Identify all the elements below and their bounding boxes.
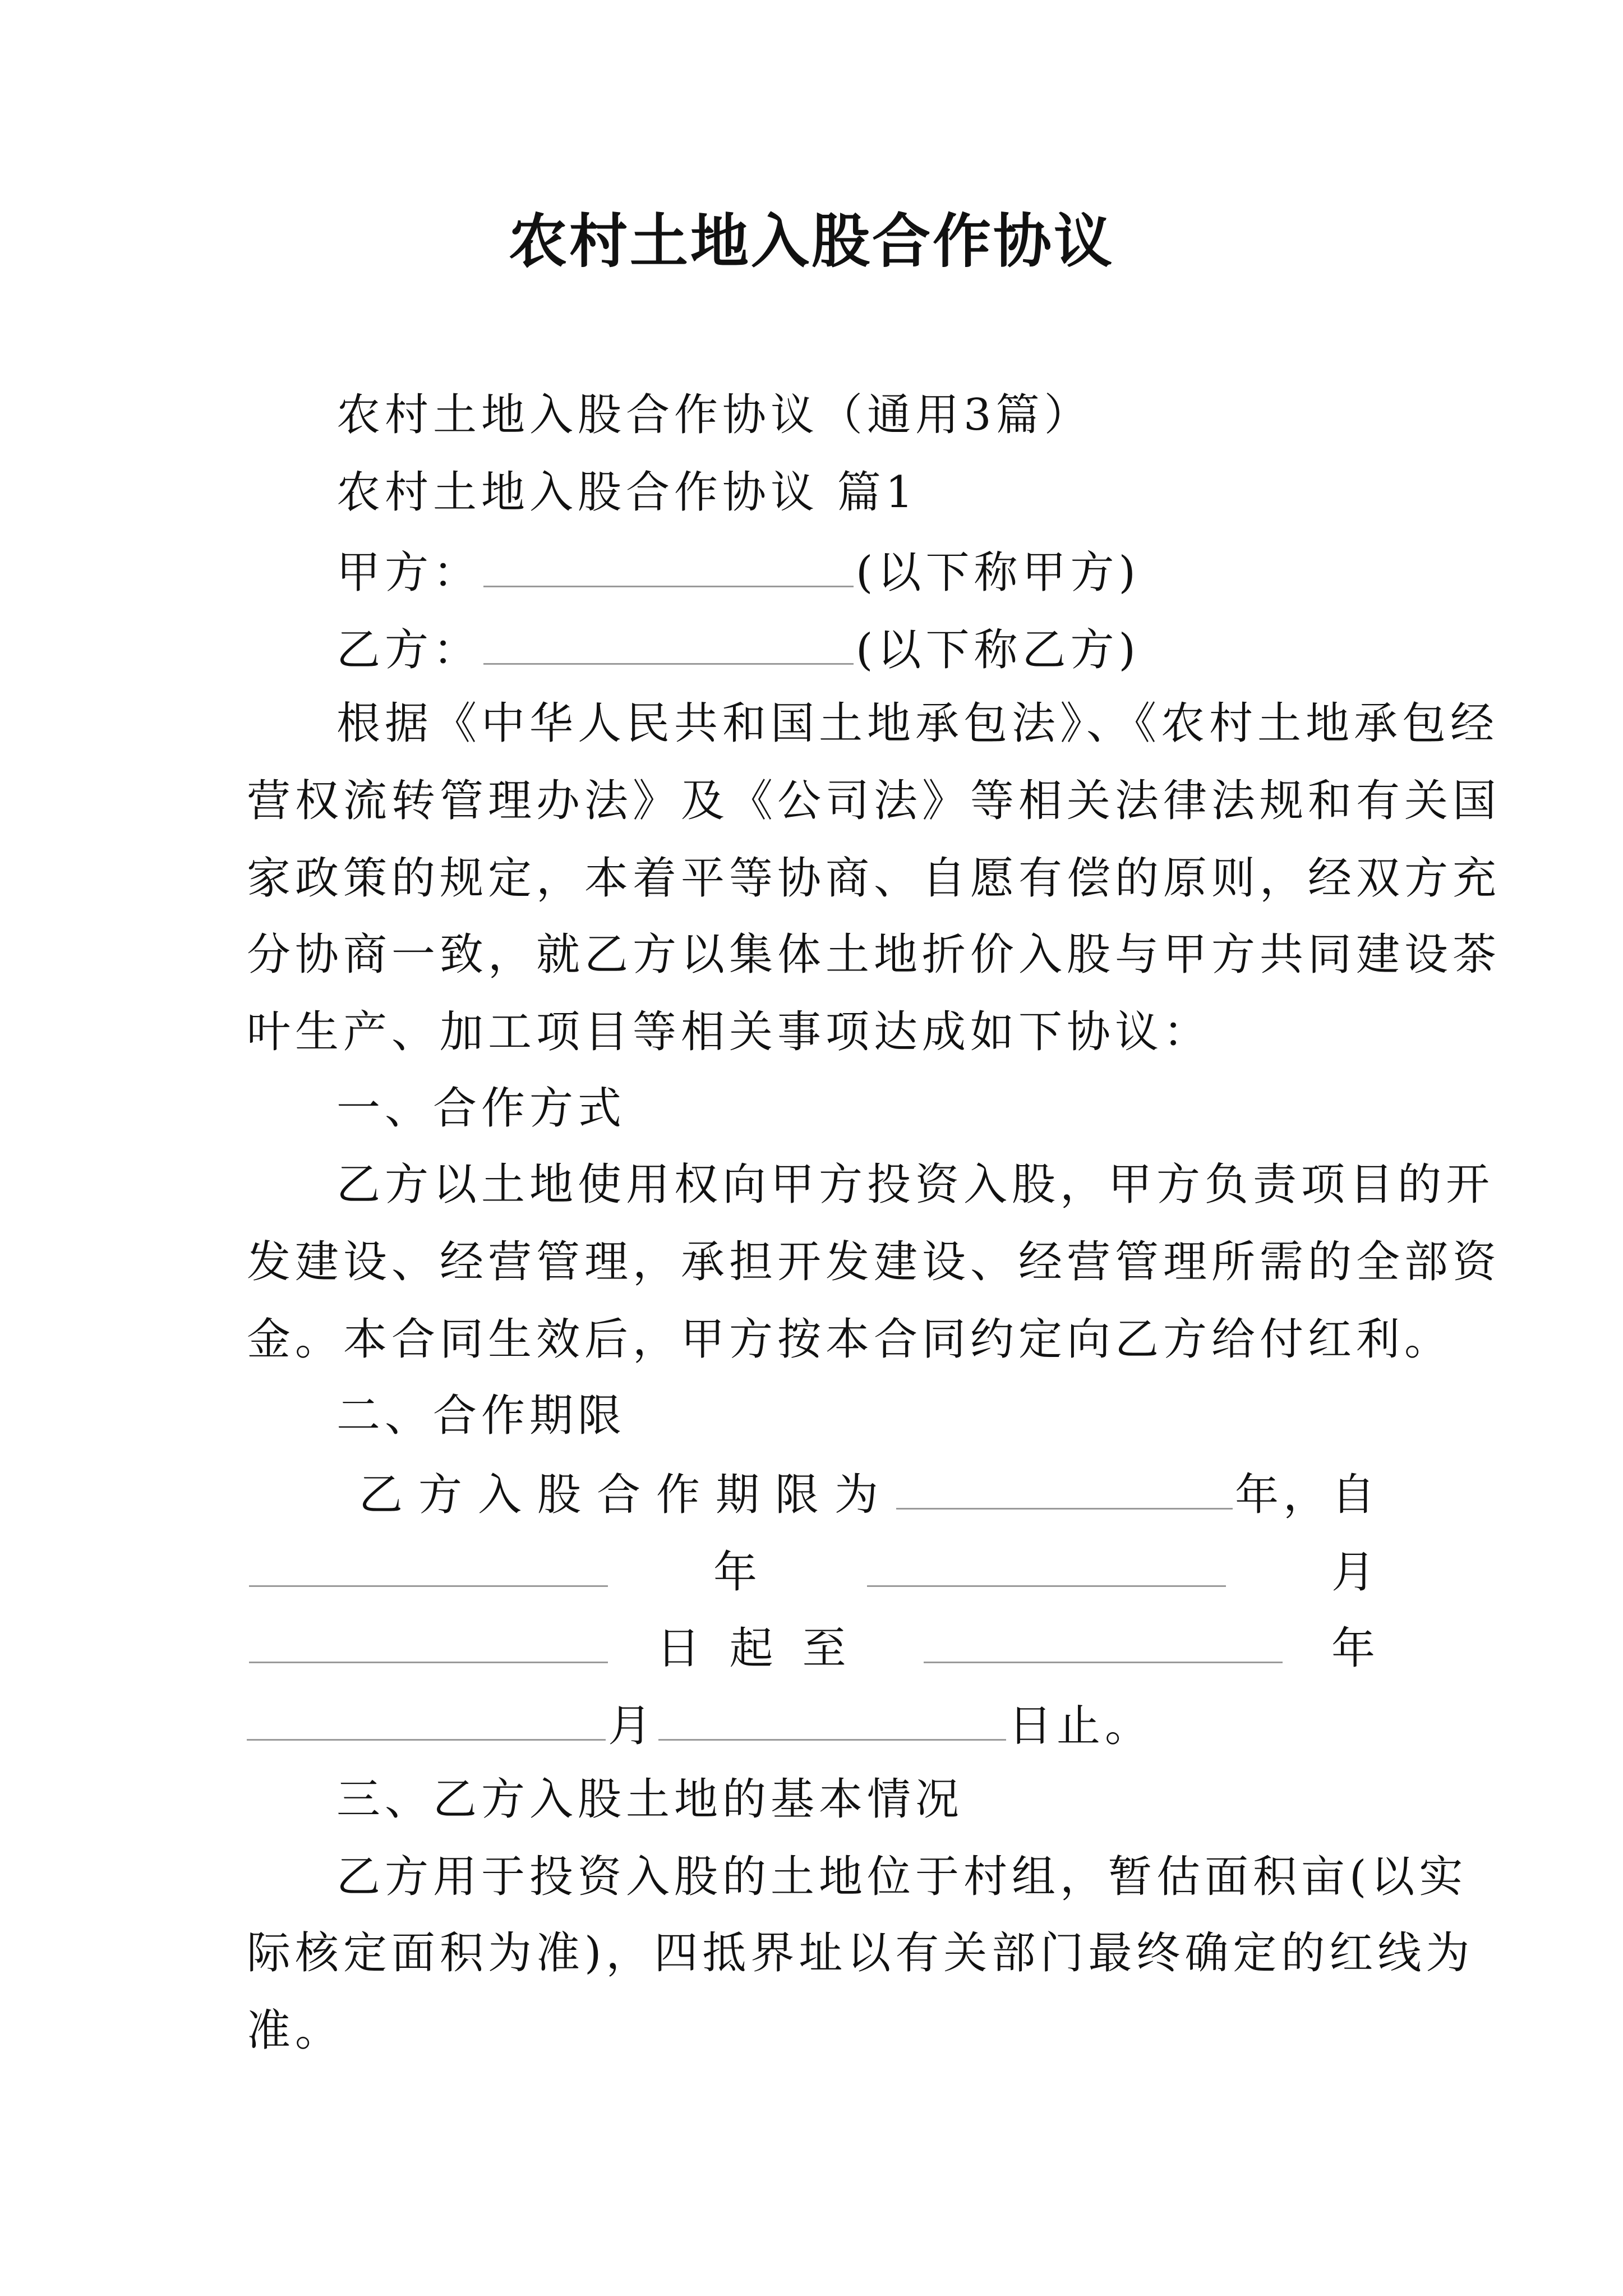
end-ri: 日止。 [1008,1701,1154,1751]
term-line-2 [247,1542,1380,1600]
intro-line: 分协商一致，就乙方以集体土地折价入股与甲方共同建设茶 [247,930,1501,980]
term-years-blank [896,1464,1233,1510]
piece-heading: 农村土地入股合作协议 篇1 [336,467,918,518]
intro-line: 根据《中华人民共和国土地承包法》、《农村土地承包经 [336,698,1499,749]
end-day-blank [658,1695,1006,1741]
intro-line: 营权流转管理办法》及《公司法》等相关法律法规和有关国 [247,776,1501,826]
section3-line: 乙方用于投资入股的土地位于村组，暂估面积亩(以实 [336,1852,1468,1902]
end-month-blank [247,1695,606,1741]
section-heading-1: 一、合作方式 [336,1083,626,1134]
party-a-line [336,542,1380,601]
term-text: 乙方入股合作期限为 [359,1470,895,1520]
party-b-label: 乙方： [336,625,482,675]
party-b-blank [483,619,854,665]
section3-line: 际核定面积为准)，四抵界址以有关部门最终确定的红线为 [247,1928,1474,1978]
party-b-line [336,619,1380,678]
term-line-4 [247,1695,1380,1754]
document-title: 农村土地入股合作协议 [508,206,1114,275]
start-day-blank [249,1618,608,1663]
term-line-3 [247,1618,1380,1677]
party-a-label: 甲方： [336,547,482,598]
start-month-blank [867,1542,1226,1587]
end-yue: 月 [608,1701,657,1751]
document-subtitle: 农村土地入股合作协议（通用3篇） [336,390,1092,440]
section1-line: 发建设、经营管理，承担开发建设、经营管理所需的全部资 [247,1237,1501,1287]
ri-qi-zhi: 日起至 [656,1623,875,1674]
start-year-blank [249,1542,608,1587]
start-yue: 月 [1331,1547,1380,1598]
end-nian: 年 [1331,1623,1380,1674]
term-nian: 年 [1234,1470,1283,1520]
term-from: ，自 [1283,1470,1380,1520]
section-heading-2: 二、合作期限 [336,1391,626,1441]
section-heading-3: 三、乙方入股土地的基本情况 [336,1774,964,1825]
section1-line: 金。本合同生效后，甲方按本合同约定向乙方给付红利。 [247,1314,1453,1365]
party-b-suffix: (以下称乙方) [856,625,1140,675]
intro-line: 家政策的规定，本着平等协商、自愿有偿的原则，经双方充 [247,853,1501,904]
end-year-blank [924,1618,1283,1663]
section1-line: 乙方以土地使用权向甲方投资入股，甲方负责项目的开 [336,1159,1495,1210]
party-a-blank [483,542,854,587]
intro-line: 叶生产、加工项目等相关事项达成如下协议： [247,1007,1212,1057]
term-line-1 [336,1464,1380,1523]
start-nian: 年 [713,1547,762,1598]
section3-line: 准。 [247,2005,344,2056]
party-a-suffix: (以下称甲方) [856,547,1140,598]
